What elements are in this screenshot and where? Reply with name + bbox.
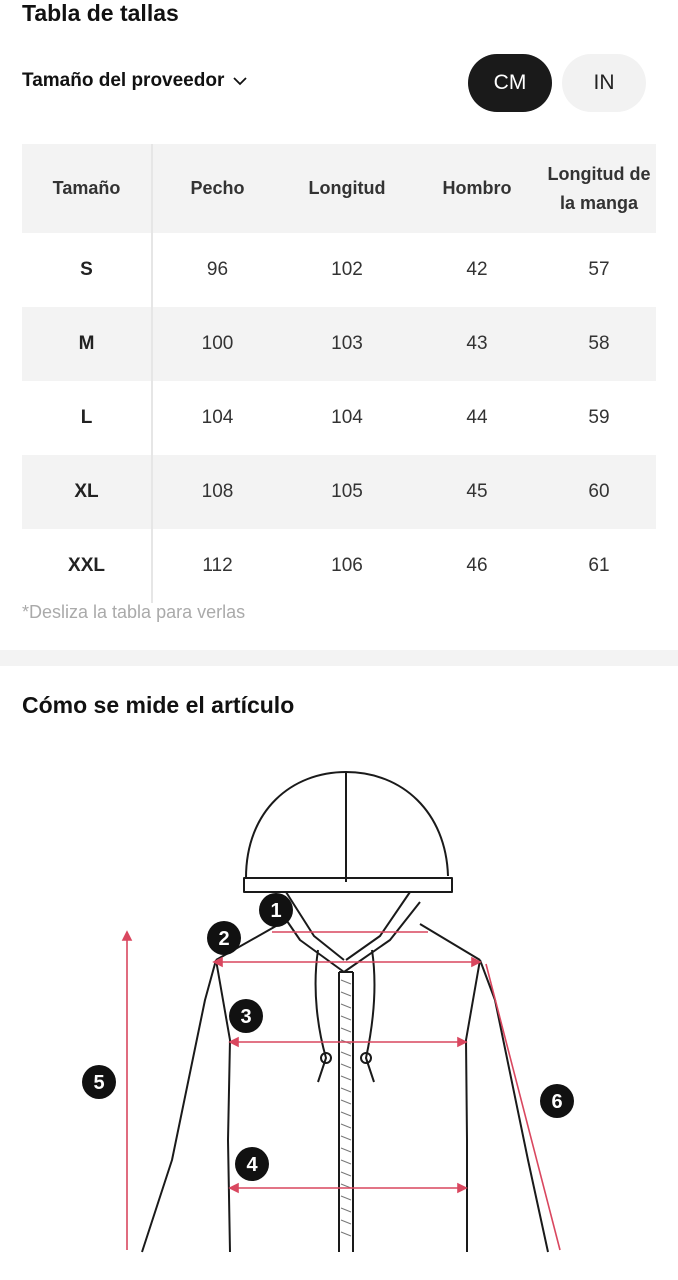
size-cell: XXL — [22, 529, 152, 603]
table-row — [22, 455, 656, 529]
provider-size-dropdown[interactable] — [22, 70, 248, 92]
hoodie-measurement-diagram — [0, 740, 678, 1280]
section-divider — [0, 650, 678, 666]
length-cell: 105 — [282, 455, 412, 529]
length-cell: 103 — [282, 307, 412, 381]
sleeve-cell: 57 — [588, 259, 610, 280]
sleeve-cell: 58 — [542, 307, 656, 381]
unit-in-button[interactable]: IN — [562, 54, 646, 112]
unit-cm-button[interactable]: CM — [468, 54, 552, 112]
chest-cell: 108 — [152, 455, 282, 529]
sleeve-cell: 61 — [588, 555, 610, 576]
marker-2 — [207, 921, 241, 955]
sleeve-cell: 60 — [542, 455, 656, 529]
provider-size-label: Tamaño del proveedor — [22, 70, 225, 91]
table-row — [22, 233, 656, 307]
svg-text:6: 6 — [551, 1091, 563, 1113]
sleeve-cell: 59 — [588, 407, 610, 428]
header-chest: Pecho — [152, 144, 282, 233]
size-cell: S — [22, 233, 152, 307]
svg-text:1: 1 — [270, 900, 282, 922]
chest-cell: 104 — [201, 407, 234, 428]
shoulder-cell: 46 — [466, 555, 488, 576]
table-header-row — [22, 144, 656, 233]
length-cell: 106 — [331, 555, 363, 576]
marker-5 — [82, 1065, 116, 1099]
size-cell: M — [22, 307, 152, 381]
marker-4 — [235, 1147, 269, 1181]
chest-cell: 96 — [206, 259, 229, 280]
scroll-hint: *Desliza la tabla para verlas — [22, 602, 246, 622]
shoulder-cell: 44 — [466, 407, 488, 428]
page-title: Tabla de tallas — [22, 0, 179, 26]
shoulder-cell: 45 — [412, 455, 542, 529]
size-table — [22, 144, 657, 603]
table-row — [22, 381, 656, 455]
size-cell: L — [22, 381, 152, 455]
length-cell: 102 — [331, 259, 363, 280]
svg-text:2: 2 — [218, 928, 230, 950]
hoodie-outline — [142, 772, 548, 1252]
svg-text:5: 5 — [93, 1072, 105, 1094]
header-sleeve-length: Longitud de la manga — [542, 144, 656, 233]
shoulder-cell: 42 — [466, 259, 488, 280]
header-size: Tamaño — [22, 144, 152, 233]
shoulder-cell: 43 — [412, 307, 542, 381]
length-cell: 104 — [331, 407, 363, 428]
chest-cell: 112 — [202, 555, 233, 576]
table-row — [22, 529, 656, 603]
marker-1 — [259, 893, 293, 927]
svg-text:4: 4 — [246, 1154, 258, 1176]
size-cell: XL — [22, 455, 152, 529]
chevron-down-icon — [232, 73, 248, 89]
marker-3 — [229, 999, 263, 1033]
chest-cell: 100 — [152, 307, 282, 381]
header-shoulder: Hombro — [412, 144, 542, 233]
how-to-measure-title: Cómo se mide el artículo — [22, 692, 295, 718]
marker-6 — [540, 1084, 574, 1118]
table-row — [22, 307, 656, 381]
header-length: Longitud — [282, 144, 412, 233]
zipper-teeth — [341, 980, 351, 1236]
svg-text:3: 3 — [240, 1006, 252, 1028]
